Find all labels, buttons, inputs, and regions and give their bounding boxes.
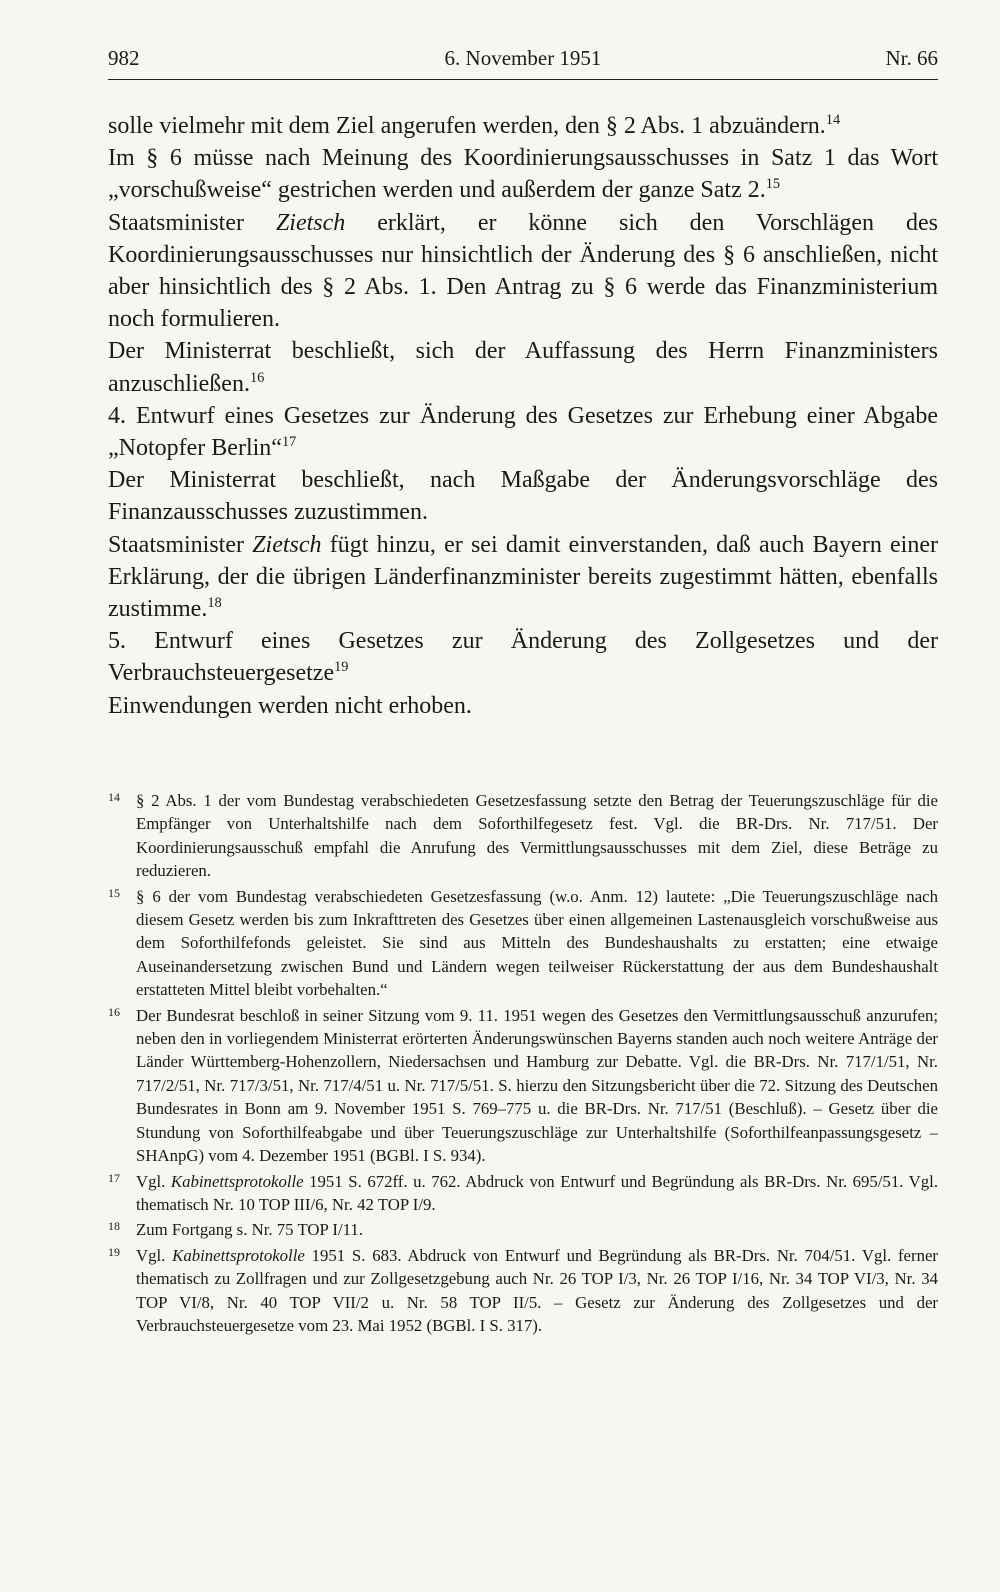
footnote-number: 17 xyxy=(108,1170,120,1185)
footnote-number: 15 xyxy=(108,885,120,900)
agenda-item-heading: 4. Entwurf eines Gesetzes zur Änderung des Gesetzes zur Erhebung einer Abgabe „Notopfer Berlin“$^{17}$ xyxy=(108,402,938,462)
page-number: 982 xyxy=(108,46,140,70)
cited-work: Kabinettsprotokolle xyxy=(170,1171,304,1191)
running-header xyxy=(108,46,938,80)
cited-work: Kabinettsprotokolle xyxy=(172,1245,305,1265)
footnote-ref: 19 xyxy=(334,659,349,676)
paragraph: Der Ministerrat beschließt, sich der Auffassung des Herrn Finanzministers anzuschließen.$^{16}$ xyxy=(108,338,938,397)
header-date: 6. November 1951 xyxy=(444,46,602,70)
paragraph: Staatsminister Zietsch fügt hinzu, er sei damit einverstanden, daß auch Bayern einer Erklärung, der die übrigen Länderfinanzminister bereits zugestimmt hätten, ebenfalls zustimme.$^{18}$ xyxy=(108,531,938,623)
agenda-item-heading: 5. Entwurf eines Gesetzes zur Änderung des Zollgesetzes und der Verbrauchsteuergesetze$^{19}$ xyxy=(108,628,938,687)
footnote-ref: 18 xyxy=(207,595,222,612)
footnote: 14 § 2 Abs. 1 der vom Bundestag verabschiedeten Gesetzesfassung setzte den Betrag der Teuerungszuschläge für die Empfänger von Unterhaltshilfe nach dem Soforthilfegesetz fest. Vgl. die BR-Drs. Nr. 717/51. Der Koordinierungsausschuß empfahl die Anrufung des Vermittlungsausschusses mit dem Ziel, diese Beträge zu reduzieren. xyxy=(108,789,938,883)
paragraph: Der Ministerrat beschließt, nach Maßgabe der Änderungsvorschläge des Finanzausschusses zuzustimmen. xyxy=(108,467,938,526)
footnote-ref: 16 xyxy=(249,369,265,386)
footnote: 19 Vgl. Kabinettsprotokolle 1951 S. 683. Abdruck von Entwurf und Begründung als BR-Drs. Nr. 704/51. Vgl. ferner thematisch zu Zollfragen und zur Zollgesetzgebung auch Nr. 26 TOP I/3, Nr. 26 TOP I/16, Nr. 34 TOP VI/3, Nr. 34 TOP VI/8, Nr. 40 TOP VII/2 u. Nr. 58 TOP II/5. – Gesetz zur Änderung des Zollgesetzes und der Verbrauchsteuergesetze vom 23. Mai 1952 (BGBl. I S. 317). xyxy=(108,1244,938,1338)
footnote: 17 Vgl. Kabinettsprotokolle 1951 S. 672ff. u. 762. Abdruck von Entwurf und Begründung als BR-Drs. Nr. 695/51. Vgl. thematisch Nr. 10 TOP III/6, Nr. 42 TOP I/9. xyxy=(108,1170,938,1217)
main-text xyxy=(108,110,938,722)
footnote-ref: 14 xyxy=(825,112,841,128)
paragraph: solle vielmehr mit dem Ziel angerufen werden, den § 2 Abs. 1 abzuändern.$^{14}$ xyxy=(108,112,841,139)
footnote: 15 § 6 der vom Bundestag verabschiedeten Gesetzesfassung (w.o. Anm. 12) lautete: „Die Teuerungszuschläge nach diesem Gesetz werden bis zum Inkrafttreten des Gesetzes über einen allgemeinen Lastenausgleich vorschußweise aus dem Soforthilfefonds geleistet. Sie sind aus Mitteln des Bundeshaushalts zu erstatten; eine etwaige Auseinandersetzung zwischen Bund und Ländern wegen teilweiser Rückerstattung der aus dem Bundeshaushalt erstatteten Mittel bleibt vorbehalten.“ xyxy=(108,885,938,1002)
footnote-ref: 15 xyxy=(765,176,781,193)
footnote-ref: 17 xyxy=(281,434,297,451)
footnotes xyxy=(108,789,938,1339)
footnote-number: 14 xyxy=(108,790,120,804)
issue-number: Nr. 66 xyxy=(885,46,938,70)
footnote-number: 18 xyxy=(108,1219,120,1234)
header-rule xyxy=(108,79,938,80)
paragraph: Staatsminister Zietsch erklärt, er könne sich den Vorschlägen des Koordinierungsausschusses nur hinsichtlich der Änderung des § 6 anschließen, nicht aber hinsichtlich des § 2 Abs. 1. Den Antrag zu § 6 werde das Finanzministerium noch formulieren. xyxy=(108,209,938,333)
footnote-number: 16 xyxy=(108,1004,120,1019)
paragraph: Im § 6 müsse nach Meinung des Koordinierungsausschusses in Satz 1 das Wort „vorschußweise“ gestrichen werden und außerdem der ganze Satz 2.15 xyxy=(108,145,938,204)
paragraph: Einwendungen werden nicht erhoben. xyxy=(108,692,472,719)
footnote: 16 Der Bundesrat beschloß in seiner Sitzung vom 9. 11. 1951 wegen des Gesetzes den Vermittlungsausschuß anzurufen; neben den in vorliegendem Ministerrat erörterten Änderungswünschen Bayerns standen auch noch weitere Anträge der Länder Württemberg-Hohenzollern, Niedersachsen und Hamburg zur Debatte. Vgl. die BR-Drs. Nr. 717/1/51, Nr. 717/2/51, Nr. 717/3/51, Nr. 717/4/51 u. Nr. 717/5/51. S. hierzu den Sitzungsbericht über die 72. Sitzung des Deutschen Bundesrates in Bonn am 9. November 1951 S. 769–775 u. die BR-Drs. Nr. 717/51 (Beschluß). – Gesetz über die Stundung von Soforthilfeabgabe und über Teuerungszuschläge zur Unterhaltshilfe (Soforthilfeanpassungsgesetz – SHAnpG) vom 4. Dezember 1951 (BGBl. I S. 934). xyxy=(108,1004,938,1168)
person-name: Zietsch xyxy=(275,209,346,236)
person-name: Zietsch xyxy=(252,531,322,558)
footnote-number: 19 xyxy=(108,1244,120,1259)
footnote: 18 Zum Fortgang s. Nr. 75 TOP I/11. xyxy=(108,1218,938,1241)
